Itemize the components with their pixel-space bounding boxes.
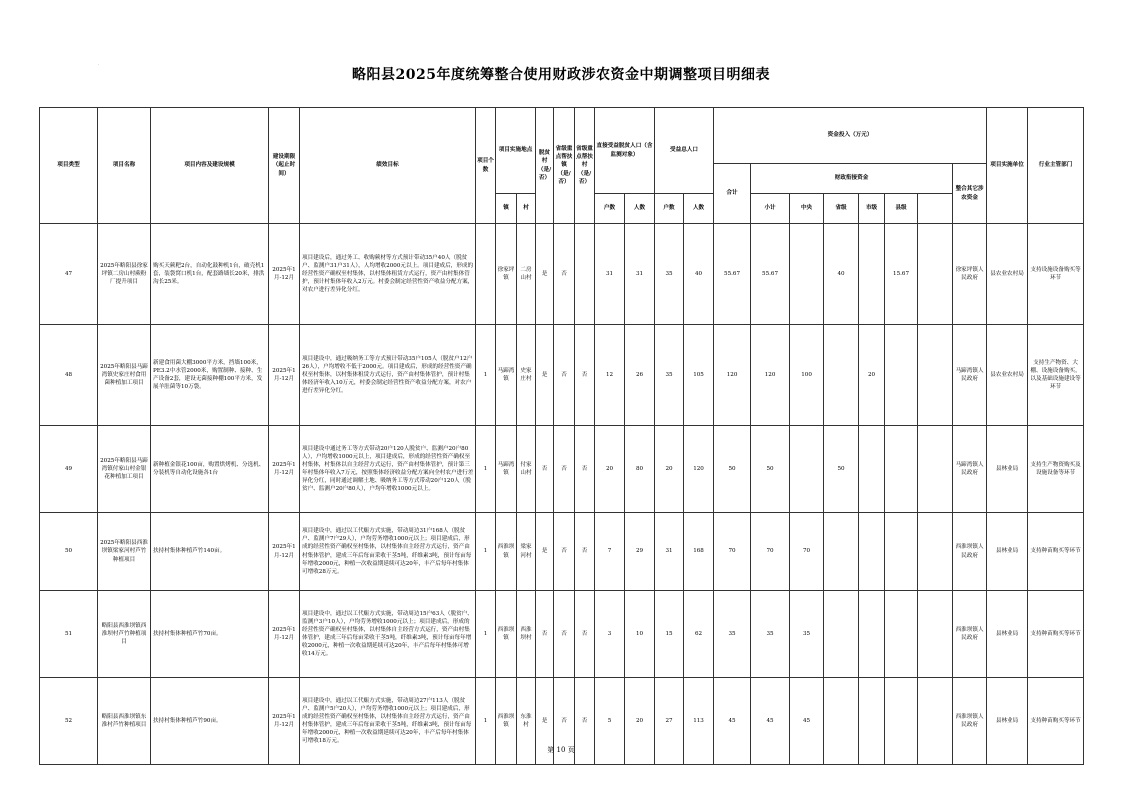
cell-subtotal: 35 xyxy=(751,591,790,678)
cell-prov-key-village: 否 xyxy=(575,591,595,678)
header-county: 县级 xyxy=(885,194,918,224)
cell-town: 马蹄湾镇 xyxy=(496,426,517,513)
cell-sum: 120 xyxy=(714,325,751,426)
cell-dept: 县农业农村局 xyxy=(987,224,1028,325)
header-poor-village: 脱贫村（是/否） xyxy=(536,108,554,224)
cell-period: 2025年1月-12月 xyxy=(269,678,300,765)
cell-support: 支持生产物资、大棚、设施设备购买，以及基础设施建设等环节 xyxy=(1028,325,1084,426)
cell-central: 100 xyxy=(790,325,824,426)
cell-subtotal: 45 xyxy=(751,678,790,765)
cell-unit: 马蹄湾镇人民政府 xyxy=(953,325,987,426)
cell-perf: 项目建设中，通过吸纳务工等方式预计带动35户105人（脱贫户12户26人），户均增收不低于2000元。项目建成后，形成的经营性资产确权至村集体，以村集体租赁方式运行，资产由村集体管护，预计村集体经济年收入10万元，村委会制定经营性资产收益分配方案，对农户进行差异化分红。 xyxy=(300,325,476,426)
cell-city xyxy=(859,513,885,591)
cell-total-hh: 27 xyxy=(655,678,684,765)
header-direct-persons: 人数 xyxy=(625,194,655,224)
cell-unit: 西淮坝镇人民政府 xyxy=(953,513,987,591)
cell-central: 45 xyxy=(790,678,824,765)
cell-content: 扶持村集体种植芦竹70亩。 xyxy=(151,591,269,678)
cell-town: 徐家坪镇 xyxy=(496,224,517,325)
header-perf: 绩效目标 xyxy=(300,108,476,224)
cell-perf: 项目建设中通过务工等方式带动20户120人脱贫户、监测户20户80人），户均增收1000元以上，项目建成后，形成的经营性资产确权至村集体，村集体以自主经营方式运行，资产由村集体管护，预计第三年村集体年收入7万元，按照集体经济收益分配方案向全村农户进行差异化分红，同时通过调解土地、吸纳务工等方式带动20户120人（脱贫户、监测户20户80人），户均年增收1000元以上。 xyxy=(300,426,476,513)
header-prov-key-town: 省级重点帮扶镇（是/否） xyxy=(554,108,575,224)
header-town: 镇 xyxy=(496,194,517,224)
cell-period: 2025年1月-12月 xyxy=(269,325,300,426)
cell-prov-key-town: 否 xyxy=(554,591,575,678)
cell-prov-key-village: 否 xyxy=(575,426,595,513)
cell-count: 1 xyxy=(476,325,496,426)
cell-subtotal: 70 xyxy=(751,513,790,591)
cell-city: 20 xyxy=(859,325,885,426)
cell-town: 马蹄湾镇 xyxy=(496,325,517,426)
cell-support: 支持种苗购买等环节 xyxy=(1028,678,1084,765)
cell-direct-hh: 5 xyxy=(595,678,625,765)
cell-village: 梁家河村 xyxy=(517,513,536,591)
header-total: 受益总人口 xyxy=(655,108,714,194)
cell-sum: 35 xyxy=(714,591,751,678)
header-total-households: 户数 xyxy=(655,194,684,224)
cell-village: 二房山村 xyxy=(517,224,536,325)
cell-other xyxy=(918,325,953,426)
cell-town: 西淮坝镇 xyxy=(496,513,517,591)
cell-city xyxy=(859,591,885,678)
cell-poor-village: 是 xyxy=(536,224,554,325)
cell-dept: 县林业局 xyxy=(987,513,1028,591)
cell-dept: 县林业局 xyxy=(987,591,1028,678)
table-row xyxy=(40,591,1084,678)
project-table xyxy=(39,107,1084,765)
header-sum: 合计 xyxy=(714,164,751,224)
cell-unit: 马蹄湾镇人民政府 xyxy=(953,426,987,513)
cell-sum: 45 xyxy=(714,678,751,765)
cell-village: 付家山村 xyxy=(517,426,536,513)
cell-no: 51 xyxy=(40,591,98,678)
cell-total-pp: 113 xyxy=(684,678,714,765)
header-period: 建设期限（起止时间） xyxy=(269,108,300,224)
cell-city xyxy=(859,224,885,325)
cell-county xyxy=(885,426,918,513)
cell-name: 略阳县西淮坝镇西淮坝村芦竹种植项目 xyxy=(98,591,151,678)
header-content: 项目内容及建设规模 xyxy=(151,108,269,224)
table-row xyxy=(40,426,1084,513)
cell-period: 2025年1月-12月 xyxy=(269,224,300,325)
page-number: 第 10 页 xyxy=(547,746,575,754)
cell-direct-pp: 10 xyxy=(625,591,655,678)
header-provincial: 省级 xyxy=(824,194,859,224)
cell-content: 购买天蕨粑2台，自动化鼓种机1台，破壳机1套，装袋窝口机1台，配套路墙长20米，排洪沟长25米。 xyxy=(151,224,269,325)
cell-name: 略阳县西淮坝镇东淮村芦竹种植项目 xyxy=(98,678,151,765)
cell-prov-key-village: 否 xyxy=(575,325,595,426)
cell-perf: 项目建设后，通过务工、收购蕨材等方式预计带动35户40人（脱贫户、监测户31户31人），人均增收2000元以上。项目建成后，形成的经营性资产确权至村集体，以村集体租赁方式运行，资产由村集体管护，预计村集体年收入2万元。村委会制定经营性资产收益分配方案，对农户进行差异化分红。 xyxy=(300,224,476,325)
cell-subtotal: 50 xyxy=(751,426,790,513)
cell-direct-pp: 80 xyxy=(625,426,655,513)
header-fiscal: 财政衔接资金 xyxy=(751,164,953,194)
cell-content: 扶持村集体种植芦竹140亩。 xyxy=(151,513,269,591)
cell-count: 1 xyxy=(476,591,496,678)
cell-total-pp: 120 xyxy=(684,426,714,513)
cell-content: 新建食用菌大棚3000平方米，挡墙100米，PE3.2中水管2000米，购置制种、接种、生产设备2套，建设无菌接种棚100平方米，发展羊肚菌等10万袋。 xyxy=(151,325,269,426)
header-village: 村 xyxy=(517,194,536,224)
cell-poor-village: 否 xyxy=(536,426,554,513)
cell-support: 支持种苗购买等环节 xyxy=(1028,591,1084,678)
cell-prov-key-town: 否 xyxy=(554,513,575,591)
cell-provincial: 50 xyxy=(824,426,859,513)
cell-name: 2025年略阳县西淮坝镇梁家河村芦竹种植项目 xyxy=(98,513,151,591)
cell-total-hh: 35 xyxy=(655,224,684,325)
cell-village: 东淮村 xyxy=(517,678,536,765)
cell-direct-pp: 20 xyxy=(625,678,655,765)
cell-count xyxy=(476,224,496,325)
header-direct: 直接受益脱贫人口（含监测对象） xyxy=(595,108,655,194)
cell-total-hh: 35 xyxy=(655,325,684,426)
cell-perf: 项目建设中，通过以工代赈方式实施，带动周边15户63人（脱贫户、监测户3户10人），户均劳务增收1000元以上；项目建成后，形成的经营性资产确权至村集体，以村集体自主经营方式运行，资产由村集体管护，建成三年后每亩采收干茎5吨，纤维素3吨，预计每亩每年增收2000元，种植一次收益期延续可达20年，丰产后每年村集体可增收14万元。 xyxy=(300,591,476,678)
cell-prov-key-village xyxy=(575,224,595,325)
page-dot: · xyxy=(98,62,100,67)
cell-total-pp: 62 xyxy=(684,591,714,678)
cell-village: 史家庄村 xyxy=(517,325,536,426)
cell-period: 2025年1月-12月 xyxy=(269,426,300,513)
cell-poor-village: 是 xyxy=(536,678,554,765)
header-central: 中央 xyxy=(790,194,824,224)
cell-county xyxy=(885,325,918,426)
cell-total-hh: 20 xyxy=(655,426,684,513)
cell-provincial xyxy=(824,513,859,591)
header-subtotal: 小计 xyxy=(751,194,790,224)
cell-total-pp: 40 xyxy=(684,224,714,325)
header-name: 项目名称 xyxy=(98,108,151,224)
cell-sum: 55.67 xyxy=(714,224,751,325)
cell-subtotal: 120 xyxy=(751,325,790,426)
cell-other xyxy=(918,513,953,591)
cell-direct-hh: 7 xyxy=(595,513,625,591)
cell-county xyxy=(885,591,918,678)
cell-name: 2025年略阳县马蹄湾镇史家庄村食用菌种植加工项目 xyxy=(98,325,151,426)
cell-provincial: 40 xyxy=(824,224,859,325)
cell-count: 1 xyxy=(476,678,496,765)
cell-prov-key-town: 否 xyxy=(554,426,575,513)
cell-count: 1 xyxy=(476,513,496,591)
cell-content: 扶持村集体种植芦竹90亩。 xyxy=(151,678,269,765)
cell-direct-hh: 20 xyxy=(595,426,625,513)
header-type: 项目类型 xyxy=(40,108,98,224)
cell-direct-pp: 26 xyxy=(625,325,655,426)
header-location: 项目实施地点 xyxy=(496,108,536,194)
cell-village: 西淮坝村 xyxy=(517,591,536,678)
cell-prov-key-town: 否 xyxy=(554,678,575,765)
cell-direct-pp: 29 xyxy=(625,513,655,591)
cell-period: 2025年1月-12月 xyxy=(269,591,300,678)
cell-central xyxy=(790,224,824,325)
header-prov-key-village: 省级重点帮扶村（是/否） xyxy=(575,108,595,224)
cell-provincial xyxy=(824,591,859,678)
table-row xyxy=(40,513,1084,591)
cell-sum: 70 xyxy=(714,513,751,591)
header-direct-households: 户数 xyxy=(595,194,625,224)
cell-no: 48 xyxy=(40,325,98,426)
cell-direct-hh: 31 xyxy=(595,224,625,325)
header-unit: 项目实施单位 xyxy=(987,108,1028,224)
cell-total-hh: 31 xyxy=(655,513,684,591)
cell-no: 50 xyxy=(40,513,98,591)
cell-total-pp: 168 xyxy=(684,513,714,591)
cell-direct-hh: 3 xyxy=(595,591,625,678)
header-funds: 资金投入（万元） xyxy=(714,108,987,164)
cell-prov-key-village: 否 xyxy=(575,513,595,591)
cell-subtotal: 55.67 xyxy=(751,224,790,325)
cell-direct-pp: 31 xyxy=(625,224,655,325)
cell-support: 支持生产物资购买及设施设备等环节 xyxy=(1028,426,1084,513)
cell-county: 15.67 xyxy=(885,224,918,325)
cell-other xyxy=(918,224,953,325)
table-row xyxy=(40,224,1084,325)
cell-prov-key-town: 否 xyxy=(554,224,575,325)
cell-unit: 西淮坝镇人民政府 xyxy=(953,678,987,765)
header-dept: 行业主管部门 xyxy=(1028,108,1084,224)
cell-period: 2025年1月-12月 xyxy=(269,513,300,591)
header-total-persons: 人数 xyxy=(684,194,714,224)
cell-poor-village: 否 xyxy=(536,591,554,678)
cell-sum: 50 xyxy=(714,426,751,513)
cell-dept: 县林业局 xyxy=(987,426,1028,513)
cell-unit: 西淮坝镇人民政府 xyxy=(953,591,987,678)
cell-support: 支持种苗购买等环节 xyxy=(1028,513,1084,591)
cell-town: 西淮坝镇 xyxy=(496,591,517,678)
page-title: 略阳县2025年度统筹整合使用财政涉农资金中期调整项目明细表 xyxy=(352,67,770,83)
cell-perf: 项目建设中，通过以工代赈方式实施，带动周边27户113人（脱贫户、监测户5户20人），户均劳务增收1000元以上；项目建成后，形成的经营性资产确权至村集体，以村集体自主经营方式运行，资产由村集体管护，建成三年后每亩采收干茎5吨，纤维素3吨，预计每亩每年增收2000元，种植一次收益期延续可达20年，丰产后每年村集体可增收18万元。 xyxy=(300,678,476,765)
cell-support: 支持设施设备购买等环节 xyxy=(1028,224,1084,325)
cell-direct-hh: 12 xyxy=(595,325,625,426)
cell-other xyxy=(918,426,953,513)
cell-unit: 徐家坪镇人民政府 xyxy=(953,224,987,325)
header-city: 市级 xyxy=(859,194,885,224)
cell-central: 70 xyxy=(790,513,824,591)
cell-total-pp: 105 xyxy=(684,325,714,426)
cell-provincial xyxy=(824,325,859,426)
header-other: 整合其它涉农资金 xyxy=(953,164,987,224)
cell-town: 西淮坝镇 xyxy=(496,678,517,765)
cell-perf: 项目建设中，通过以工代赈方式实施，带动周边31户168人（脱贫户、监测户7户29人），户均劳务增收1000元以上；项目建成后，形成的经营性资产确权至村集体，以村集体自主经营方式运行，资产由村集体管护，建成三年后每亩采收干茎5吨，纤维素3吨，预计每亩每年增收2000元，种植一次收益期延续可达20年，丰产后每年村集体可增收28万元。 xyxy=(300,513,476,591)
cell-prov-key-village: 否 xyxy=(575,678,595,765)
cell-dept: 县农业农村局 xyxy=(987,325,1028,426)
table-row xyxy=(40,325,1084,426)
cell-no: 47 xyxy=(40,224,98,325)
cell-prov-key-town: 否 xyxy=(554,325,575,426)
cell-poor-village: 是 xyxy=(536,513,554,591)
cell-count: 1 xyxy=(476,426,496,513)
cell-other xyxy=(918,591,953,678)
cell-city xyxy=(859,426,885,513)
cell-content: 新种植金银花100亩，购置烘烤机、分选机、分装机等自动化设施各1台 xyxy=(151,426,269,513)
cell-no: 52 xyxy=(40,678,98,765)
cell-name: 2025年略阳县徐家坪镇二房山村蕨粉厂提升项目 xyxy=(98,224,151,325)
cell-county xyxy=(885,513,918,591)
cell-total-hh: 15 xyxy=(655,591,684,678)
cell-central xyxy=(790,426,824,513)
cell-no: 49 xyxy=(40,426,98,513)
cell-name: 2025年略阳县马蹄湾镇付家山村金银花种植加工项目 xyxy=(98,426,151,513)
cell-central: 35 xyxy=(790,591,824,678)
cell-poor-village: 是 xyxy=(536,325,554,426)
header-count: 项目个数 xyxy=(476,108,496,224)
cell-dept: 县林业局 xyxy=(987,678,1028,765)
